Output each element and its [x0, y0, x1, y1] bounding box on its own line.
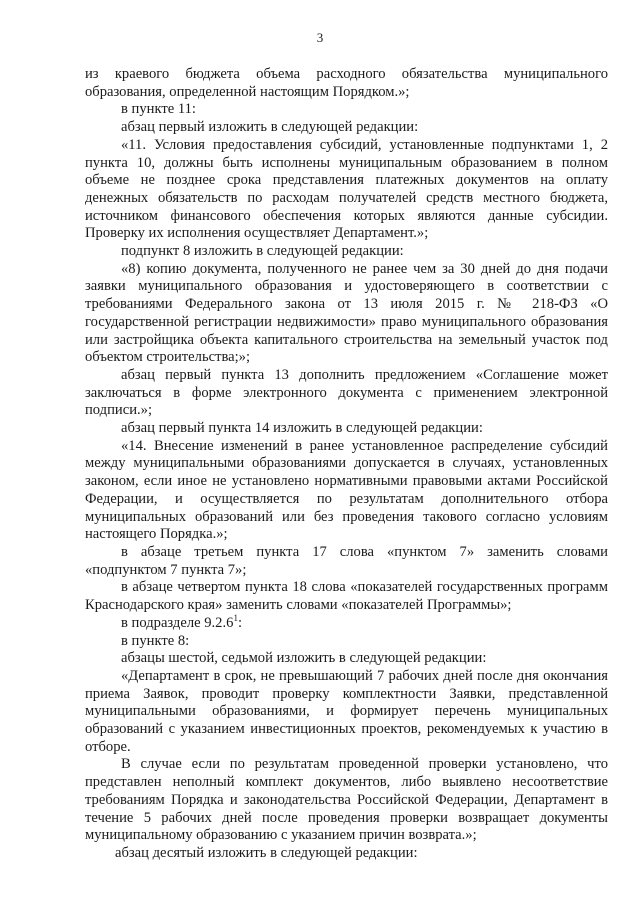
- paragraph-10: в абзаце третьем пункта 17 слова «пунктом 7» заменить словами «подпунктом 7 пункта 7»;: [85, 543, 608, 578]
- paragraph-13: в пункте 8:: [121, 632, 190, 649]
- paragraph-4: «11. Условия предоставления субсидий, установленные подпунктами 1, 2 пункта 10, должны быть исполнены муниципальным образованием в полном объеме не позднее срока представления платежных документов на оплату денежных обязательств по расходам получателей средств местного бюджета, источником финансового обеспечения которых являются данные субсидии. Проверку их исполнения осуществляет Департамент.»;: [85, 136, 608, 242]
- paragraph-5: подпункт 8 изложить в следующей редакции:: [121, 243, 404, 260]
- paragraph-15: «Департамент в срок, не превышающий 7 рабочих дней после дня окончания приема Заявок, проводит проверку комплектности Заявки, представленной муниципальными образованиями, и формирует перечень муниципальных образований с указанием инвестиционных проектов, рекомендуемых к участию в отборе.: [85, 667, 608, 755]
- paragraph-8: абзац первый пункта 14 изложить в следующей редакции:: [121, 420, 483, 437]
- subsection-suffix: :: [237, 614, 242, 631]
- paragraph-7: абзац первый пункта 13 дополнить предложением «Соглашение может заключаться в форме электронного документа с применением электронной подписи.»;: [85, 366, 608, 419]
- paragraph-3: абзац первый изложить в следующей редакции:: [121, 119, 419, 136]
- subsection-superscript: 1: [233, 612, 238, 623]
- subsection-prefix: в подразделе 9.2.6: [121, 614, 234, 631]
- paragraph-16: В случае если по результатам проведенной проверки установлено, что представлен неполный комплект документов, либо выявлено несоответствие требованиям Порядка и законодательства Российской Федерации, Департамент в течение 5 рабочих дней после проведения проверки возвращает документы муниципальному образованию с указанием причин возврата.»;: [85, 756, 608, 844]
- paragraph-17: абзац десятый изложить в следующей редакции:: [115, 844, 418, 861]
- document-body: [85, 66, 608, 863]
- paragraph-1: из краевого бюджета объема расходного обязательства муниципального образования, определенной настоящим Порядком.»;: [85, 66, 608, 100]
- paragraph-12: [85, 612, 608, 633]
- paragraph-14: абзацы шестой, седьмой изложить в следующей редакции:: [121, 650, 487, 667]
- paragraph-6: «8) копию документа, полученного не ранее чем за 30 дней до дня подачи заявки муниципального образования и удостоверяющего в соответствии с требованиями Федерального закона от 13 июля 2015 г. № 218-ФЗ «О государственной регистрации недвижимости» право муниципального образования или застройщика объекта капитального строительства на земельный участок под объектом строительства;»;: [85, 260, 608, 366]
- paragraph-11: в абзаце четвертом пункта 18 слова «показателей государственных программ Краснодарского края» заменить словами «показателей Программы»;: [85, 579, 608, 614]
- page-number: 3: [316, 30, 324, 45]
- paragraph-9: «14. Внесение изменений в ранее установленное распределение субсидий между муниципальными образованиями допускается в случаях, установленных законом, если иное не установлено нормативными правовыми актами Российской Федерации, и осуществляется по результатам дополнительного отбора муниципальных образований или без проведения такового согласно условиям настоящего Порядка.»;: [85, 437, 608, 543]
- paragraph-2: в пункте 11:: [121, 101, 196, 118]
